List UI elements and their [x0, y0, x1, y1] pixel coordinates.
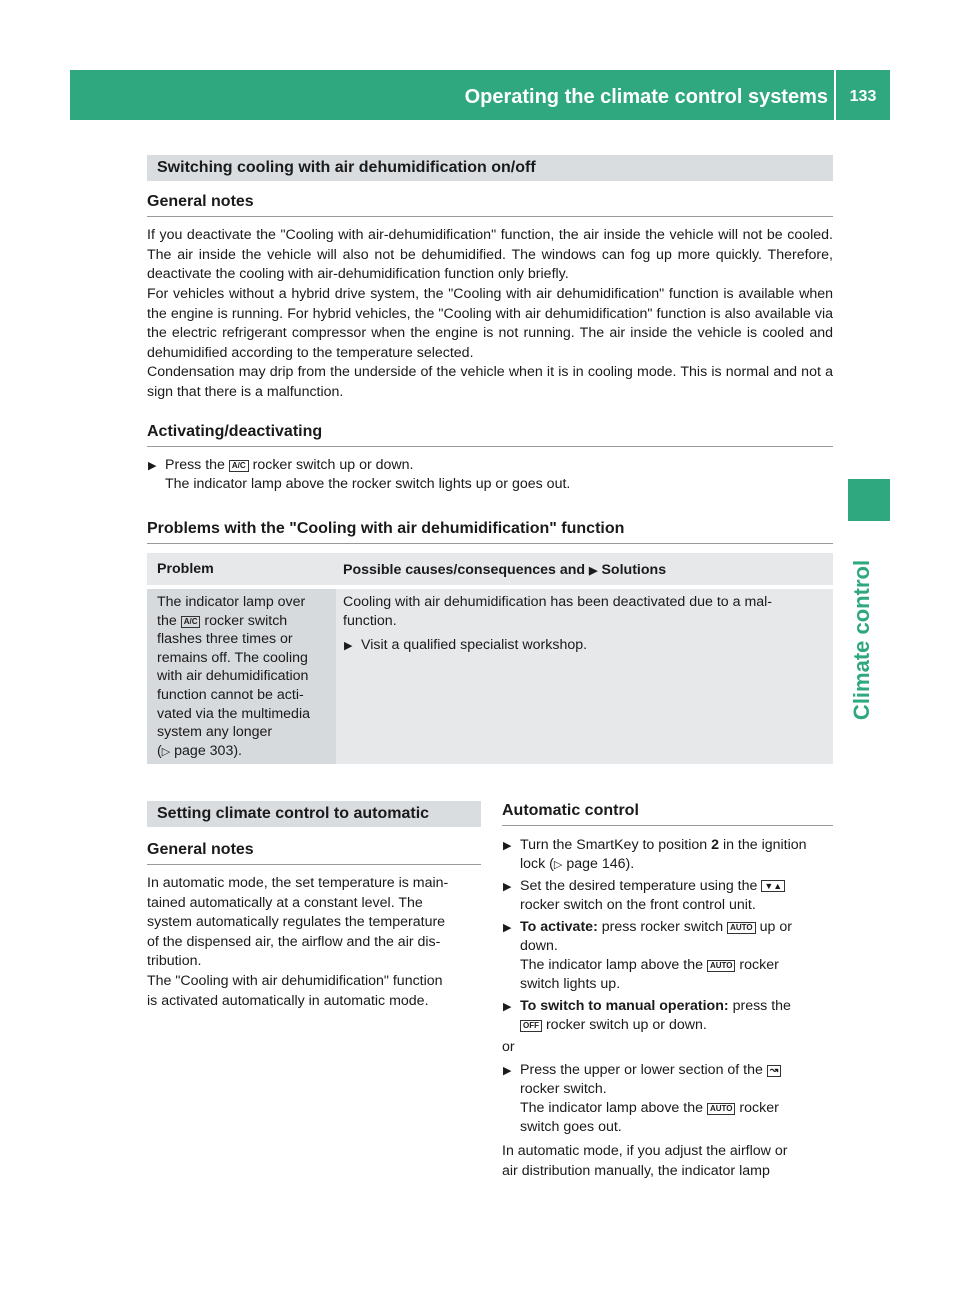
fan-off-key-icon: OFF: [520, 1020, 542, 1032]
step-result: rocker: [739, 957, 779, 973]
problem-line: rocker switch: [204, 612, 288, 629]
problem-line: The indicator lamp over: [157, 594, 306, 610]
paragraph-line: tribution.: [147, 953, 202, 970]
step-result: switch goes out.: [520, 1119, 622, 1135]
step-text: Press the: [165, 457, 225, 473]
section-title-bar: [147, 155, 833, 181]
airflow-key-icon: ↝: [767, 1065, 781, 1077]
column-header-text: Possible causes/consequences and: [343, 562, 586, 578]
problem-line: flashes three times or: [157, 631, 293, 648]
step-text: Set the desired temperature using the: [520, 878, 758, 894]
step-text-bold: To switch to manual operation:: [520, 998, 729, 1014]
step-arrow-icon: ▶: [503, 922, 512, 934]
step-text: Turn the SmartKey to position: [520, 837, 708, 853]
arrow-icon: ▶: [589, 565, 598, 577]
page-header: [70, 70, 890, 120]
step-text: rocker switch on the front control unit.: [520, 897, 756, 913]
step-text: down.: [520, 938, 558, 954]
divider: [147, 216, 833, 217]
subheading-general-notes: General notes: [147, 193, 254, 210]
problem-line: with air dehumidification: [157, 668, 309, 685]
page-ref-icon: ▷: [161, 745, 171, 758]
page-reference-link[interactable]: page 146).: [566, 856, 635, 872]
section-title-bar: [147, 801, 481, 827]
step-text: rocker switch up or down.: [252, 457, 414, 473]
paragraph-line: system automatically regulates the temperature: [147, 914, 446, 931]
chapter-label-text: Climate control: [849, 559, 874, 721]
paragraph: Condensation may drip from the underside of the vehicle when it is in cooling mode. This is normal and not a sign that there is a malfunction.: [147, 364, 833, 400]
column-header-solutions: [343, 562, 666, 578]
temperature-up-down-icon: ▼▲: [761, 880, 785, 892]
step-result: rocker: [739, 1100, 779, 1116]
step-result: The indicator lamp above the: [520, 1100, 703, 1116]
step-text: press the: [732, 998, 791, 1014]
cause-line: Cooling with air dehumidification has been deactivated due to a mal-: [343, 594, 773, 610]
step-text-bold: 2: [711, 837, 719, 853]
auto-key-icon: AUTO: [727, 922, 756, 934]
step-text: up or: [759, 919, 792, 935]
section-title: Setting climate control to automatic: [157, 805, 430, 822]
paragraph-line: is activated automatically in automatic mode.: [147, 992, 429, 1009]
paragraph-line: In automatic mode, the set temperature is main-: [147, 875, 449, 891]
problem-line: the: [157, 612, 177, 629]
step-text: rocker switch up or down.: [545, 1017, 707, 1033]
instruction-step: [520, 1061, 840, 1137]
step-arrow-icon: ▶: [344, 640, 353, 652]
divider: [147, 446, 833, 447]
problem-line: (: [157, 742, 162, 759]
page-ref-icon: ▷: [553, 859, 563, 871]
step-arrow-icon: ▶: [503, 1001, 512, 1013]
paragraph-line: of the dispensed air, the airflow and the air dis-: [147, 933, 441, 950]
column-header-text: Solutions: [601, 562, 667, 578]
cause-line: function.: [343, 612, 397, 629]
chapter-marker-block: [848, 479, 890, 521]
paragraph: If you deactivate the "Cooling with air-dehumidification" function, the air inside the vehicle will not be cooled. The air inside the vehicle will also not be dehumidified. The windows can fog up more quickly. Therefore, deactivate the cooling with air-dehumidification function only briefly.: [147, 227, 833, 283]
step-text: press rocker switch: [601, 919, 724, 935]
step-text: lock (: [520, 856, 554, 872]
or-separator: or: [502, 1039, 515, 1055]
step-result: switch lights up.: [520, 976, 621, 992]
section-title: Switching cooling with air dehumidification on/off: [157, 159, 536, 176]
step-text: rocker switch.: [520, 1081, 607, 1097]
paragraph-line: tained automatically at a constant level. The: [147, 894, 423, 911]
subheading-automatic-control: Automatic control: [502, 802, 639, 819]
paragraph: For vehicles without a hybrid drive system, the "Cooling with air dehumidification" function is available when the engine is running. For hybrid vehicles, the "Cooling with air dehumidification" function is also available via the electric refrigerant compressor when the engine is not running. The air inside the vehicle is cooled and dehumidified according to the temperature selected.: [147, 286, 833, 361]
instruction-step: [520, 836, 840, 875]
auto-key-icon: AUTO: [707, 1103, 736, 1115]
problem-line: vated via the multimedia: [157, 705, 310, 722]
problem-line: remains off. The cooling: [157, 649, 308, 666]
subheading-activating: Activating/deactivating: [147, 423, 323, 440]
page-reference-link[interactable]: page 303).: [174, 742, 242, 759]
instruction-step: [520, 997, 840, 1035]
step-arrow-icon: ▶: [503, 1065, 512, 1077]
problem-line: function cannot be acti-: [157, 686, 304, 703]
chapter-side-label: [842, 470, 882, 810]
column-header-problem: Problem: [157, 561, 214, 577]
step-text: in the ignition: [722, 837, 807, 853]
step-text: Press the upper or lower section of the: [520, 1062, 763, 1078]
step-result: The indicator lamp above the: [520, 957, 703, 973]
paragraph-line: In automatic mode, if you adjust the airflow or: [502, 1143, 788, 1159]
paragraph-line: The "Cooling with air dehumidification" function: [147, 973, 443, 989]
problem-text: [157, 593, 335, 761]
step-text-bold: To activate:: [520, 919, 598, 935]
paragraph: [502, 1142, 833, 1181]
auto-key-icon: AUTO: [707, 960, 736, 972]
instruction-step: [165, 456, 825, 493]
divider: [147, 543, 833, 544]
subheading-problems: Problems with the "Cooling with air dehumidification" function: [147, 520, 625, 537]
step-arrow-icon: ▶: [503, 840, 512, 852]
problem-line: system any longer: [157, 724, 273, 741]
cause-text: [343, 593, 829, 630]
paragraph: [147, 972, 481, 1011]
page-number: 133: [849, 88, 877, 105]
instruction-step: [520, 918, 840, 994]
divider: [147, 864, 481, 865]
divider: [502, 825, 833, 826]
subheading-general-notes: General notes: [147, 841, 254, 858]
step-arrow-icon: ▶: [148, 460, 157, 472]
step-arrow-icon: ▶: [503, 881, 512, 893]
paragraph: [147, 874, 481, 972]
ac-key-icon: A/C: [229, 460, 249, 472]
ac-key-icon: A/C: [181, 616, 201, 628]
paragraph-line: air distribution manually, the indicator lamp: [502, 1162, 770, 1179]
instruction-step: [520, 877, 840, 915]
step-result: The indicator lamp above the rocker switch lights up or goes out.: [165, 475, 571, 492]
page-header-title: Operating the climate control systems: [464, 86, 828, 108]
solution-text: Visit a qualified specialist workshop.: [361, 637, 588, 653]
